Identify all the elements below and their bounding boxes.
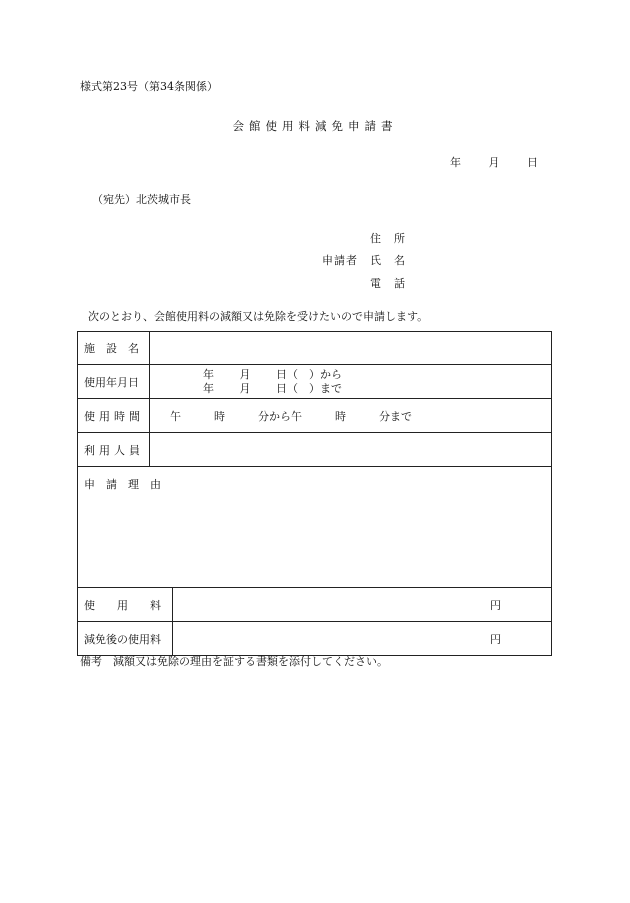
facility-label: 施 設 名 [78, 332, 150, 365]
applicant-name-label: 申請者 氏 名 [322, 254, 406, 267]
fee-row [78, 588, 552, 622]
form-number: 様式第23号（第34条関係） [80, 80, 218, 93]
fee-label: 使 用 料 [78, 588, 173, 622]
facility-row [78, 332, 552, 365]
fee-after-label: 減免後の使用料 [78, 622, 173, 656]
application-table [77, 331, 552, 656]
month-label: 月 [488, 156, 500, 169]
reason-label: 申 請 理 由 [84, 478, 161, 491]
facility-field[interactable] [150, 332, 552, 365]
date-from: 年 月 日（ ）から [203, 367, 342, 381]
applicant-phone-label: 電 話 [370, 277, 406, 290]
use-date-label: 使用年月日 [78, 365, 150, 399]
use-time-label: 使用時間 [78, 399, 150, 433]
use-date-row [78, 365, 552, 399]
intro-text: 次のとおり、会館使用料の減額又は免除を受けたいので申請します。 [88, 310, 429, 323]
users-label: 利用人員 [78, 433, 150, 467]
users-field[interactable] [150, 433, 552, 467]
fee-field[interactable] [173, 588, 552, 622]
fee-yen: 円 [490, 598, 501, 612]
use-date-field[interactable] [150, 365, 552, 399]
submission-date [450, 157, 538, 168]
remarks: 備考 減額又は免除の理由を証する書類を添付してください。 [80, 655, 388, 668]
applicant-address-label: 住 所 [370, 232, 406, 245]
year-label: 年 [450, 156, 461, 169]
document-title: 会館使用料減免申請書 [232, 119, 398, 133]
fee-after-yen: 円 [490, 632, 501, 646]
use-time-row [78, 399, 552, 433]
users-row [78, 433, 552, 467]
fee-after-row [78, 622, 552, 656]
date-to: 年 月 日（ ）まで [203, 381, 342, 395]
reason-row [78, 467, 552, 588]
use-time-field[interactable]: 午 時 分から午 時 分まで [150, 399, 552, 433]
fee-after-field[interactable] [173, 622, 552, 656]
reason-field[interactable] [78, 467, 552, 588]
addressee: （宛先）北茨城市長 [92, 193, 191, 206]
day-label: 日 [527, 156, 538, 169]
